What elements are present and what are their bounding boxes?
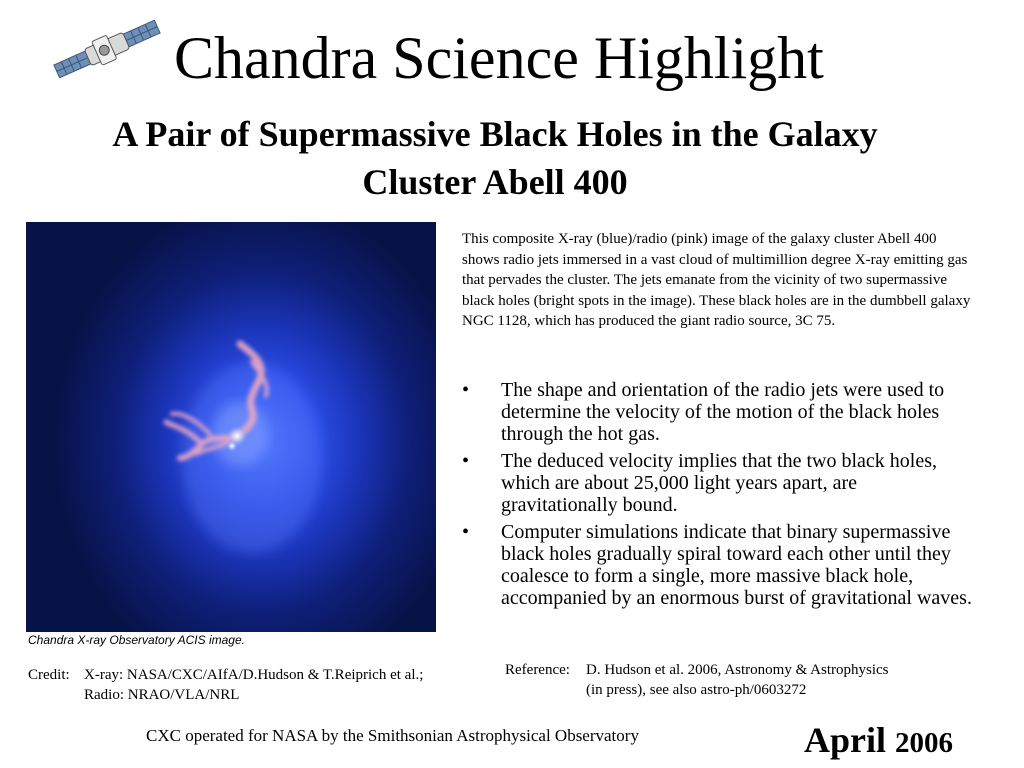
chandra-satellite-icon [48, 14, 166, 84]
bullet-item: • Computer simulations indicate that binary supermassive black holes gradually spiral toward each other until they coalesce to form a single, more massive black hole, accompanied by an enormous burst of gravitational waves. [462, 521, 974, 609]
bullet-item: • The deduced velocity implies that the two black holes, which are about 25,000 light years apart, are gravitationally bound. [462, 450, 974, 516]
image-credit [28, 665, 423, 705]
description-text: This composite X-ray (blue)/radio (pink) image of the galaxy cluster Abell 400 shows radio jets immersed in a vast cloud of multimillion degree X-ray emitting gas that pervades the cluster. The jets emanate from the vicinity of two supermassive black holes (bright spots in the image). These black holes are in the dumbbell galaxy NGC 1128, which has produced the giant radio source, 3C 75. [462, 231, 971, 329]
date [804, 718, 953, 765]
description [462, 229, 972, 332]
reference-line2: (in press), see also astro-ph/0603272 [586, 682, 807, 698]
headline: A Pair of Supermassive Black Holes in the Galaxy Cluster Abell 400 [112, 114, 878, 202]
bullet-item: • The shape and orientation of the radio jets were used to determine the velocity of the motion of the black holes through the hot gas. [462, 379, 974, 445]
reference-label: Reference: [505, 662, 570, 678]
reference [505, 660, 889, 700]
footer-text: CXC operated for NASA by the Smithsonian Astrophysical Observatory [146, 726, 639, 745]
credit-xray: X-ray: NASA/CXC/AIfA/D.Hudson & T.Reiprich et al.; [84, 667, 424, 683]
date-month: April [804, 720, 887, 760]
bullet-list [462, 379, 974, 614]
date-year: 2006 [895, 727, 954, 759]
reference-line1: D. Hudson et al. 2006, Astronomy & Astrophysics [586, 662, 889, 678]
page-title: Chandra Science Highlight [174, 25, 824, 91]
credit-radio: Radio: NRAO/VLA/NRL [84, 687, 240, 703]
credit-label: Credit: [28, 667, 70, 683]
xray-radio-composite-image [26, 222, 436, 632]
image-caption: Chandra X-ray Observatory ACIS image. [28, 633, 245, 647]
